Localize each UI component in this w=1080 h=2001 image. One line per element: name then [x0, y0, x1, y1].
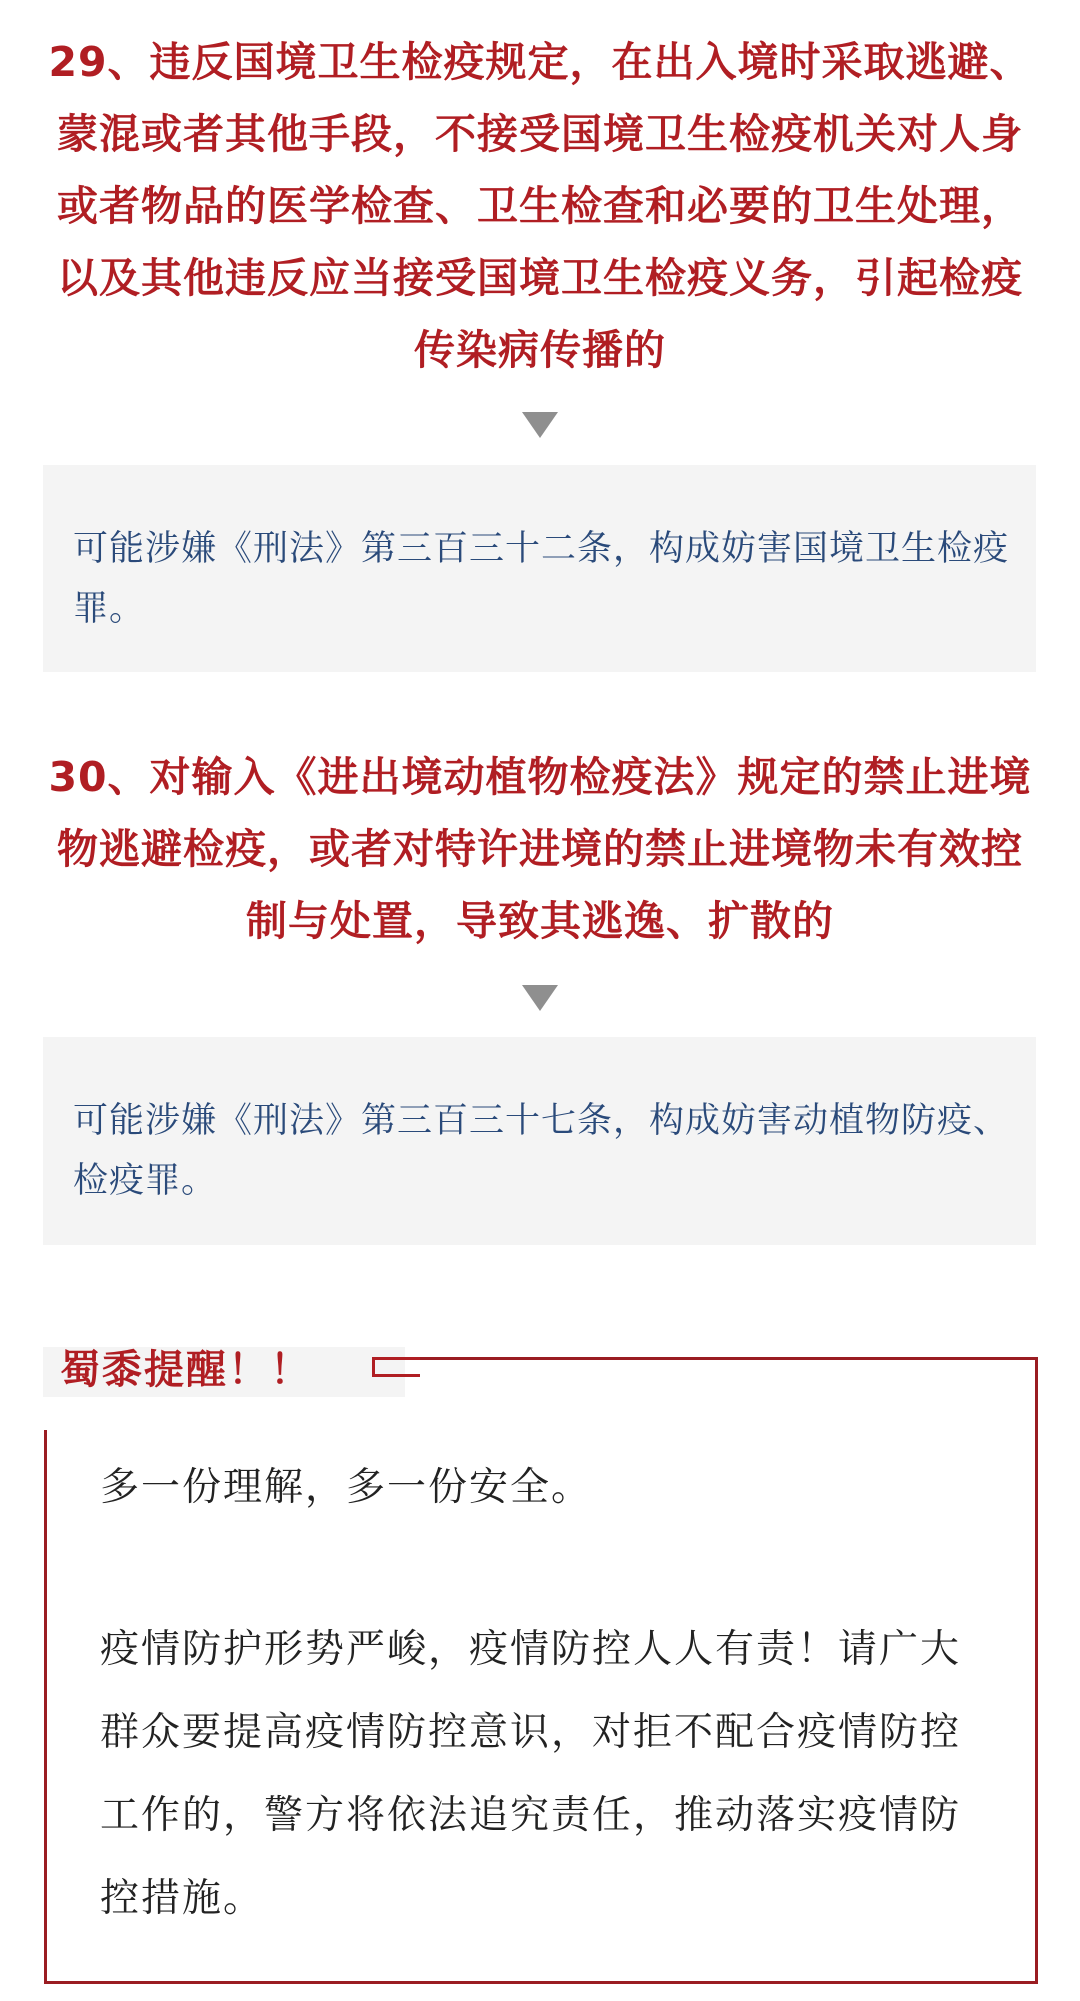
down-triangle-icon [522, 985, 558, 1011]
section-30-result-box [43, 1037, 1036, 1245]
bracket-decoration-icon [372, 1357, 420, 1377]
reminder-label: 蜀黍提醒！！ [60, 1347, 312, 1393]
reminder-paragraph2: 疫情防护形势严峻，疫情防控人人有责！请广大群众要提高疫情防控意识，对拒不配合疫情防控工作的，警方将依法追究责任，推动落实疫情防控措施。 [100, 1627, 962, 1921]
section-30-title: 30、对输入《进出境动植物检疫法》规定的禁止进境物逃避检疫，或者对特许进境的禁止进境物未有效控制与处置，导致其逃逸、扩散的 [48, 753, 1032, 945]
reminder-line1: 多一份理解，多一份安全。 [100, 1465, 593, 1510]
section-29-result-box [43, 465, 1036, 672]
down-triangle-icon [522, 412, 558, 438]
section-30-result-text: 可能涉嫌《刑法》第三百三十七条，构成妨害动植物防疫、检疫罪。 [73, 1101, 1010, 1201]
section-29-title: 29、违反国境卫生检疫规定，在出入境时采取逃避、蒙混或者其他手段，不接受国境卫生检疫机关对人身或者物品的医学检查、卫生检查和必要的卫生处理，以及其他违反应当接受国境卫生检疫义务，引起检疫传染病传播的 [48, 38, 1032, 374]
section-29-result-text: 可能涉嫌《刑法》第三百三十二条，构成妨害国境卫生检疫罪。 [73, 529, 1010, 629]
